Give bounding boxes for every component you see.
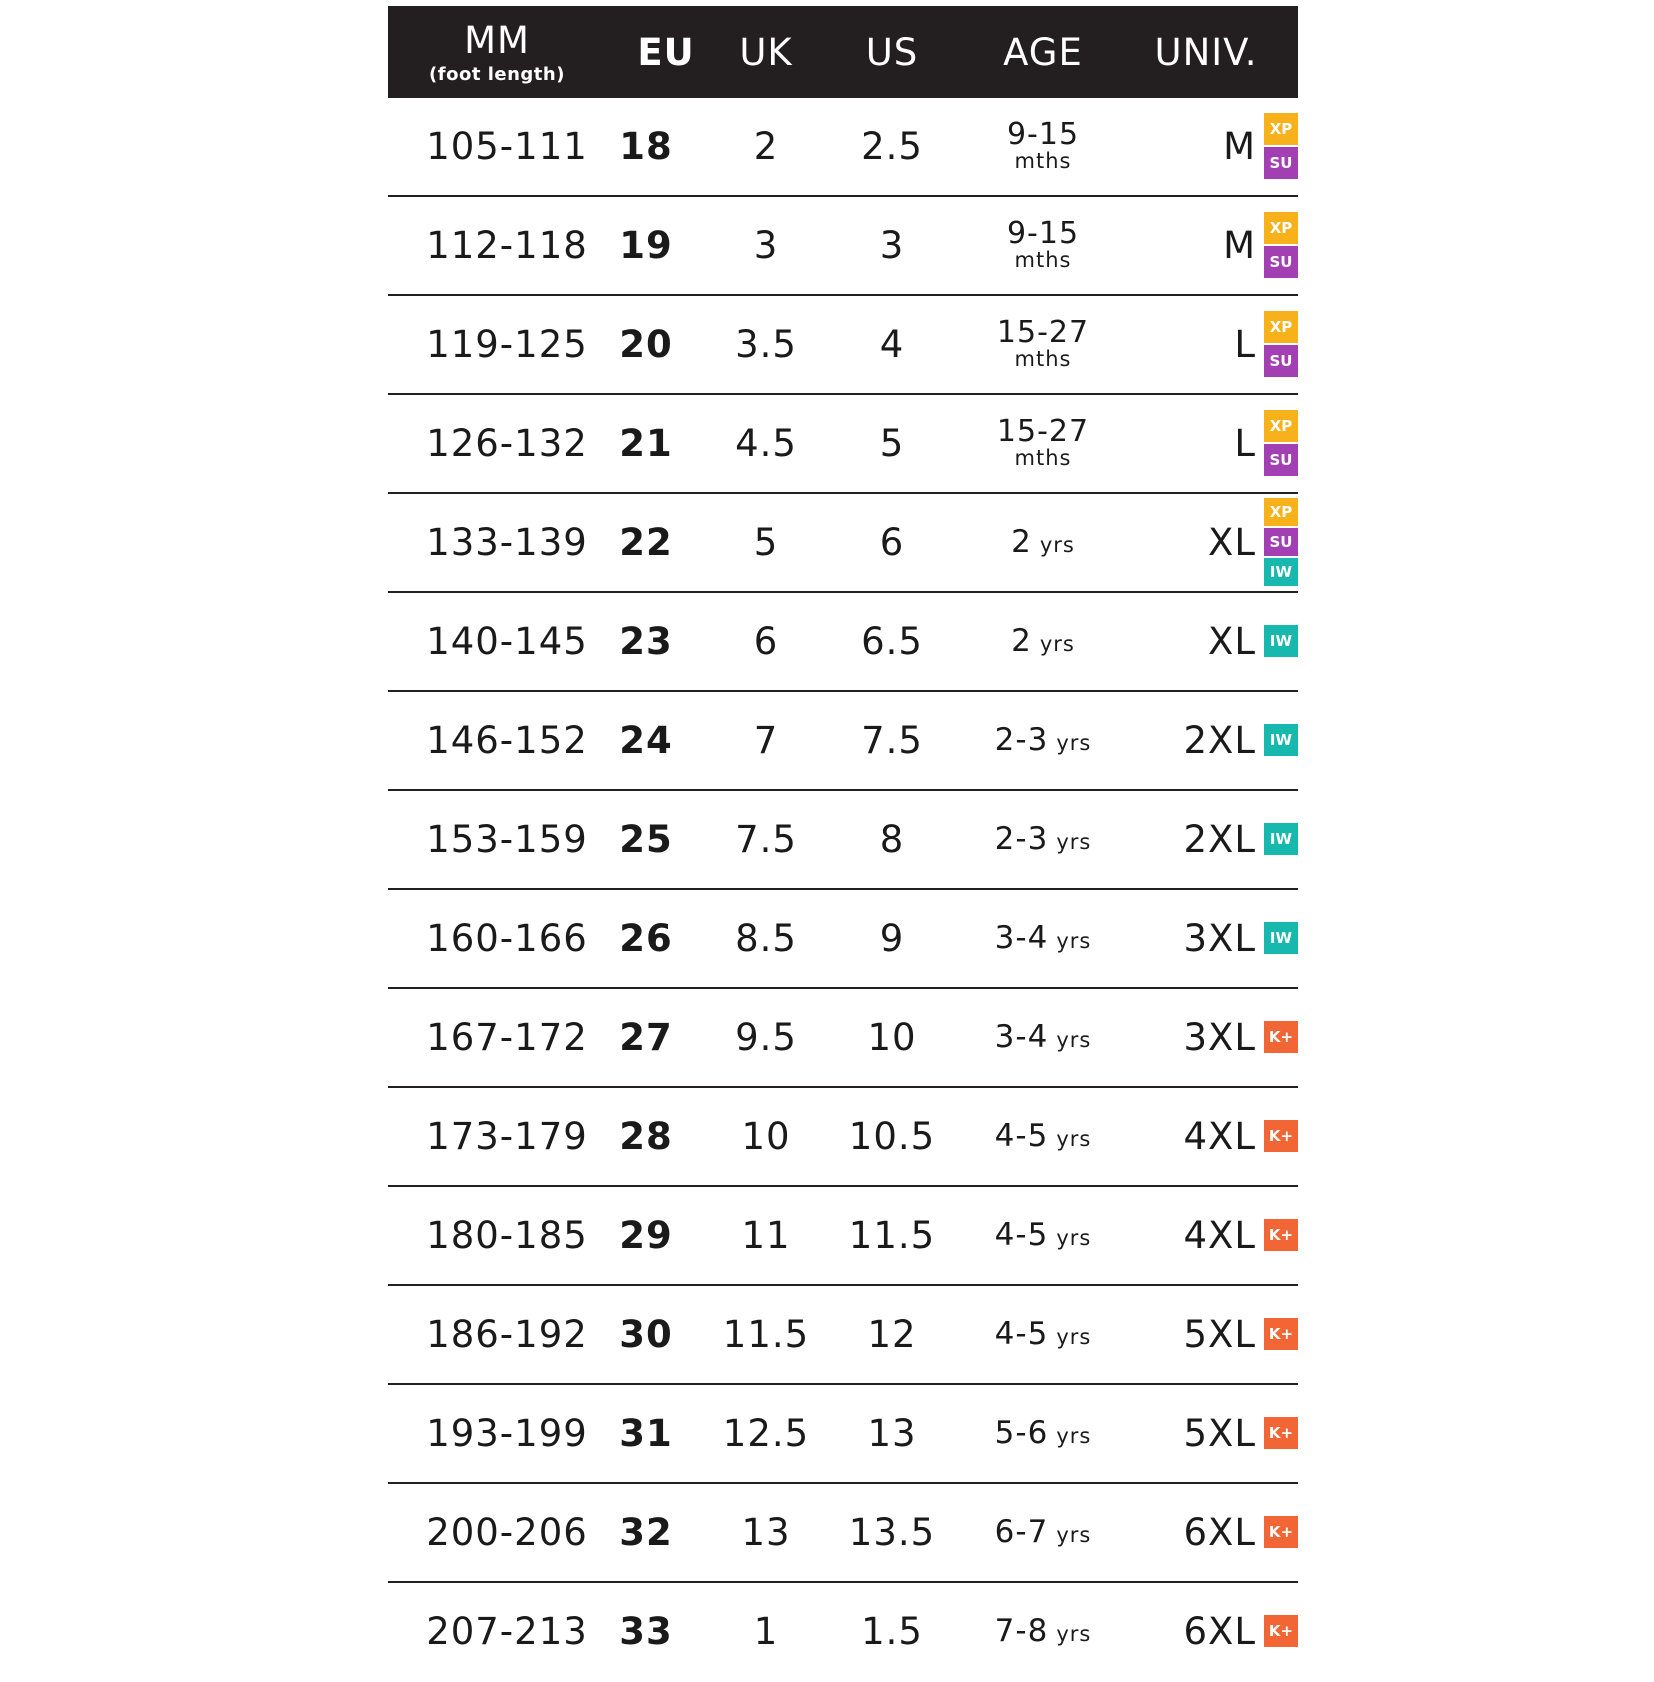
header-mm-sublabel: (foot length): [429, 64, 565, 85]
badge-iw: IW: [1264, 922, 1298, 954]
cell-uk: 2: [753, 124, 779, 168]
age-range: 7-8: [994, 1613, 1049, 1649]
table-row: [388, 494, 1298, 593]
age-range: 5-6: [994, 1415, 1049, 1451]
product-badges: [1264, 1088, 1298, 1184]
age-unit: mths: [1014, 446, 1072, 470]
table-row: [388, 296, 1298, 395]
cell-age: [948, 989, 1138, 1085]
age-inline: [995, 1217, 1092, 1253]
cell-age: [948, 494, 1138, 590]
badge-kp: K+: [1264, 1219, 1298, 1251]
age-inline: [995, 920, 1092, 956]
age-range: 2-3: [994, 821, 1049, 857]
product-badges: [1264, 494, 1298, 590]
age-inline: [995, 722, 1092, 758]
cell-mm: 153-159: [426, 817, 588, 861]
header-age: AGE: [1003, 30, 1083, 74]
cell-mm: 112-118: [426, 223, 588, 267]
cell-mm: 186-192: [426, 1312, 588, 1356]
age-unit: yrs: [1056, 1325, 1092, 1349]
badge-su: SU: [1264, 147, 1298, 179]
table-row: [388, 593, 1298, 692]
cell-uk: 10: [741, 1114, 791, 1158]
univ-size: L: [1234, 322, 1256, 366]
product-badges: [1264, 395, 1298, 491]
cell-eu: 33: [619, 1609, 673, 1653]
size-chart-header: [388, 6, 1298, 98]
univ-size: 2XL: [1183, 817, 1256, 861]
cell-uk: 11.5: [722, 1312, 810, 1356]
cell-us: 13.5: [848, 1510, 936, 1554]
cell-eu: 29: [619, 1213, 673, 1257]
univ-size: 6XL: [1183, 1510, 1256, 1554]
age-inline: [995, 821, 1092, 857]
cell-mm: 180-185: [426, 1213, 588, 1257]
age-inline: [995, 1019, 1092, 1055]
univ-size: 6XL: [1183, 1609, 1256, 1653]
age-range: 3-4: [994, 920, 1049, 956]
badge-xp: XP: [1264, 410, 1298, 442]
age-inline: [995, 1118, 1092, 1154]
univ-size: 2XL: [1183, 718, 1256, 762]
cell-eu: 24: [619, 718, 673, 762]
badge-su: SU: [1264, 528, 1298, 556]
cell-us: 10.5: [848, 1114, 936, 1158]
univ-size: 3XL: [1183, 916, 1256, 960]
cell-age: [948, 890, 1138, 986]
cell-mm: 207-213: [426, 1609, 588, 1653]
age-range: 4-5: [994, 1316, 1049, 1352]
table-row: [388, 791, 1298, 890]
size-chart-body: [388, 98, 1298, 1682]
cell-age: [948, 98, 1138, 194]
badge-iw: IW: [1264, 724, 1298, 756]
univ-size: 5XL: [1183, 1312, 1256, 1356]
badge-iw: IW: [1264, 625, 1298, 657]
size-chart: [388, 6, 1298, 1682]
cell-age: [948, 692, 1138, 788]
badge-iw: IW: [1264, 558, 1298, 586]
badge-su: SU: [1264, 246, 1298, 278]
product-badges: [1264, 296, 1298, 392]
cell-us: 1.5: [861, 1609, 923, 1653]
age-range: 4-5: [994, 1118, 1049, 1154]
cell-mm: 193-199: [426, 1411, 588, 1455]
age-unit: yrs: [1056, 1622, 1092, 1646]
header-mm: [388, 6, 606, 98]
badge-kp: K+: [1264, 1021, 1298, 1053]
cell-uk: 12.5: [722, 1411, 810, 1455]
age-unit: yrs: [1056, 1424, 1092, 1448]
table-row: [388, 890, 1298, 989]
cell-eu: 31: [619, 1411, 673, 1455]
cell-us: 7.5: [861, 718, 923, 762]
cell-eu: 19: [619, 223, 673, 267]
cell-uk: 3: [753, 223, 779, 267]
cell-eu: 22: [619, 520, 673, 564]
product-badges: [1264, 692, 1298, 788]
cell-age: [948, 197, 1138, 293]
age-unit: mths: [1014, 149, 1072, 173]
cell-eu: 30: [619, 1312, 673, 1356]
badge-xp: XP: [1264, 212, 1298, 244]
age-range: 15-27: [996, 315, 1090, 350]
table-row: [388, 1286, 1298, 1385]
cell-us: 2.5: [861, 124, 923, 168]
cell-mm: 173-179: [426, 1114, 588, 1158]
header-uk: UK: [739, 30, 793, 74]
cell-age: [948, 1385, 1138, 1481]
product-badges: [1264, 98, 1298, 194]
header-univ: UNIV.: [1154, 30, 1258, 74]
age-range: 3-4: [994, 1019, 1049, 1055]
univ-size: 5XL: [1183, 1411, 1256, 1455]
cell-us: 11.5: [848, 1213, 936, 1257]
age-unit: yrs: [1039, 632, 1075, 656]
product-badges: [1264, 791, 1298, 887]
badge-iw: IW: [1264, 823, 1298, 855]
age-range: 6-7: [994, 1514, 1049, 1550]
cell-uk: 8.5: [735, 916, 797, 960]
badge-kp: K+: [1264, 1417, 1298, 1449]
product-badges: [1264, 1385, 1298, 1481]
cell-eu: 32: [619, 1510, 673, 1554]
cell-us: 9: [879, 916, 905, 960]
table-row: [388, 1187, 1298, 1286]
table-row: [388, 1583, 1298, 1682]
product-badges: [1264, 989, 1298, 1085]
product-badges: [1264, 890, 1298, 986]
age-range: 2: [1011, 623, 1032, 659]
cell-age: [948, 1286, 1138, 1382]
age-unit: yrs: [1056, 1523, 1092, 1547]
cell-age: [948, 593, 1138, 689]
table-row: [388, 1088, 1298, 1187]
cell-mm: 133-139: [426, 520, 588, 564]
cell-uk: 5: [753, 520, 779, 564]
cell-age: [948, 296, 1138, 392]
cell-eu: 18: [619, 124, 673, 168]
cell-mm: 167-172: [426, 1015, 588, 1059]
cell-us: 12: [867, 1312, 917, 1356]
cell-mm: 160-166: [426, 916, 588, 960]
univ-size: 4XL: [1183, 1114, 1256, 1158]
cell-uk: 9.5: [735, 1015, 797, 1059]
cell-us: 3: [879, 223, 905, 267]
table-row: [388, 1385, 1298, 1484]
badge-xp: XP: [1264, 113, 1298, 145]
cell-uk: 6: [753, 619, 779, 663]
product-badges: [1264, 1583, 1298, 1679]
age-range: 9-15: [1006, 216, 1080, 251]
cell-us: 4: [879, 322, 905, 366]
age-unit: yrs: [1056, 1127, 1092, 1151]
cell-age: [948, 791, 1138, 887]
cell-mm: 200-206: [426, 1510, 588, 1554]
age-range: 15-27: [996, 414, 1090, 449]
cell-mm: 140-145: [426, 619, 588, 663]
age-unit: yrs: [1056, 1226, 1092, 1250]
univ-size: 3XL: [1183, 1015, 1256, 1059]
age-unit: mths: [1014, 248, 1072, 272]
age-unit: mths: [1014, 347, 1072, 371]
product-badges: [1264, 197, 1298, 293]
cell-us: 8: [879, 817, 905, 861]
age-inline: [995, 1613, 1092, 1649]
badge-kp: K+: [1264, 1120, 1298, 1152]
table-row: [388, 1484, 1298, 1583]
cell-mm: 126-132: [426, 421, 588, 465]
age-unit: yrs: [1039, 533, 1075, 557]
cell-eu: 23: [619, 619, 673, 663]
table-row: [388, 692, 1298, 791]
cell-us: 13: [867, 1411, 917, 1455]
badge-xp: XP: [1264, 498, 1298, 526]
cell-eu: 20: [619, 322, 673, 366]
age-range: 9-15: [1006, 117, 1080, 152]
badge-kp: K+: [1264, 1516, 1298, 1548]
cell-uk: 11: [741, 1213, 791, 1257]
header-mm-label: MM: [464, 19, 530, 62]
cell-age: [948, 1187, 1138, 1283]
cell-us: 5: [879, 421, 905, 465]
badge-su: SU: [1264, 345, 1298, 377]
cell-age: [948, 1484, 1138, 1580]
cell-age: [948, 395, 1138, 491]
age-inline: [995, 1415, 1092, 1451]
age-inline: [1011, 623, 1075, 659]
age-range: 2-3: [994, 722, 1049, 758]
cell-mm: 105-111: [426, 124, 588, 168]
age-range: 2: [1011, 524, 1032, 560]
header-us: US: [865, 30, 919, 74]
badge-kp: K+: [1264, 1615, 1298, 1647]
cell-uk: 7: [753, 718, 779, 762]
cell-eu: 28: [619, 1114, 673, 1158]
cell-us: 6: [879, 520, 905, 564]
cell-uk: 7.5: [735, 817, 797, 861]
univ-size: XL: [1208, 520, 1256, 564]
product-badges: [1264, 1484, 1298, 1580]
age-inline: [995, 1316, 1092, 1352]
age-range: 4-5: [994, 1217, 1049, 1253]
age-unit: yrs: [1056, 731, 1092, 755]
product-badges: [1264, 1286, 1298, 1382]
table-row: [388, 98, 1298, 197]
badge-xp: XP: [1264, 311, 1298, 343]
badge-kp: K+: [1264, 1318, 1298, 1350]
cell-uk: 13: [741, 1510, 791, 1554]
age-unit: yrs: [1056, 1028, 1092, 1052]
table-row: [388, 989, 1298, 1088]
product-badges: [1264, 593, 1298, 689]
cell-uk: 4.5: [735, 421, 797, 465]
cell-mm: 146-152: [426, 718, 588, 762]
cell-mm: 119-125: [426, 322, 588, 366]
cell-age: [948, 1088, 1138, 1184]
univ-size: XL: [1208, 619, 1256, 663]
cell-uk: 1: [753, 1609, 779, 1653]
table-row: [388, 395, 1298, 494]
cell-us: 10: [867, 1015, 917, 1059]
univ-size: L: [1234, 421, 1256, 465]
cell-eu: 21: [619, 421, 673, 465]
univ-size: M: [1223, 223, 1256, 267]
product-badges: [1264, 1187, 1298, 1283]
cell-uk: 3.5: [735, 322, 797, 366]
header-eu: EU: [637, 30, 695, 74]
univ-size: 4XL: [1183, 1213, 1256, 1257]
cell-us: 6.5: [861, 619, 923, 663]
age-unit: yrs: [1056, 830, 1092, 854]
cell-eu: 26: [619, 916, 673, 960]
univ-size: M: [1223, 124, 1256, 168]
table-row: [388, 197, 1298, 296]
cell-eu: 27: [619, 1015, 673, 1059]
cell-age: [948, 1583, 1138, 1679]
cell-eu: 25: [619, 817, 673, 861]
age-inline: [995, 1514, 1092, 1550]
age-inline: [1011, 524, 1075, 560]
age-unit: yrs: [1056, 929, 1092, 953]
badge-su: SU: [1264, 444, 1298, 476]
